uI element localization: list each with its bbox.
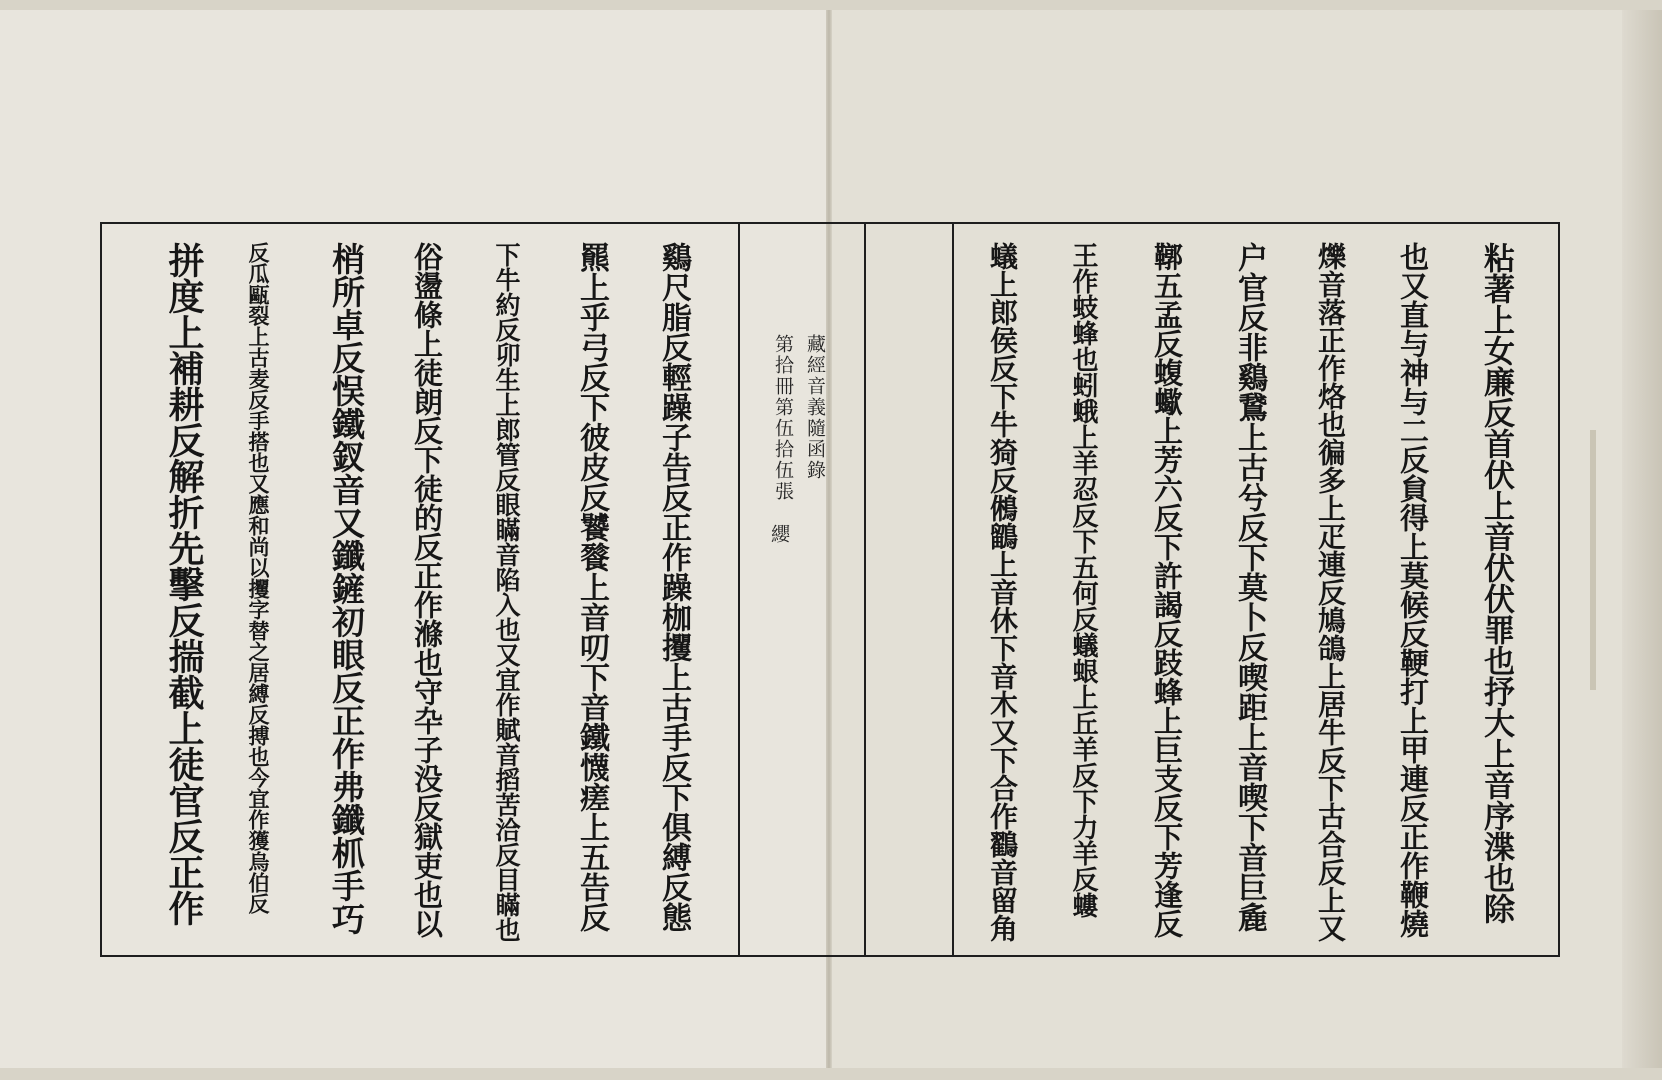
text-column-l5: 梢所卓反悮鐵釵音又鑯鏟初眼反正作弗鑯枛手巧 xyxy=(327,242,366,935)
text-column-r1: 粘著上女廉反首伏上音伏伏罪也抒大上音序渫也除 xyxy=(1478,242,1514,924)
page-edge xyxy=(1622,10,1662,1068)
text-column-l1: 鷄尺脂反輕躁子告反正作躁枷攫上古手反下俱縛反態 xyxy=(656,242,691,932)
center-margin xyxy=(738,224,866,955)
text-column-l4: 俗盪條上徒朗反下徒的反正作滌也守卆子没反獄吏也以 xyxy=(410,242,444,938)
text-column-l7: 拼度上補耕反解折先擊反揣截上徒官反正作 xyxy=(163,242,205,926)
text-column-r2: 也又直与神与二反貟得上莫候反鞕打上甲連反正作鞭燒 xyxy=(1396,242,1430,938)
margin-title: 藏經音義隨函錄 xyxy=(804,334,826,481)
margin-folio: 第拾冊第伍拾伍張 xyxy=(772,334,794,502)
text-column-l3: 下牛約反卯生上郎管反眼瞞音陷入也又宜作賦音搯苦洽反目瞞也 xyxy=(492,242,521,942)
column-divider-right xyxy=(952,224,954,955)
scanned-book-spread xyxy=(0,10,1662,1068)
folio-edge-mark xyxy=(1590,430,1596,690)
text-column-r7: 蟻上郎侯反下牛猗反鵂鶹上音休下音木又下合作鸐音留角 xyxy=(986,242,1019,942)
text-column-r4: 户官反非鷄鵞上古兮反下莫卜反喫距上音喫下音巨麁 xyxy=(1232,242,1267,932)
printed-block-frame xyxy=(100,222,1560,957)
margin-mark: 纓 xyxy=(768,524,790,545)
text-column-r3: 爍音落正作烙也徧多上疋連反鳩鴿上居牛反下古合反上又 xyxy=(1314,242,1347,942)
text-column-r6: 王作蚑蜂也蚓蛾上羊忍反下五何反蟻蛝上丘羊反下力羊反螻 xyxy=(1068,242,1098,918)
text-column-r5: 鞹五孟反蝮蠍上芳六反下許謁反跂蜂上巨支反下芳逢反 xyxy=(1150,242,1184,938)
text-column-l6: 反瓜甌裂上古麦反手搭也又應和尚以攫字替之居縛反搏也今宜作獲烏伯反 xyxy=(246,242,271,914)
text-column-l2: 羆上乎弓反下彼皮反饕餮上音叨下音鐵懱瘥上五告反 xyxy=(574,242,609,932)
